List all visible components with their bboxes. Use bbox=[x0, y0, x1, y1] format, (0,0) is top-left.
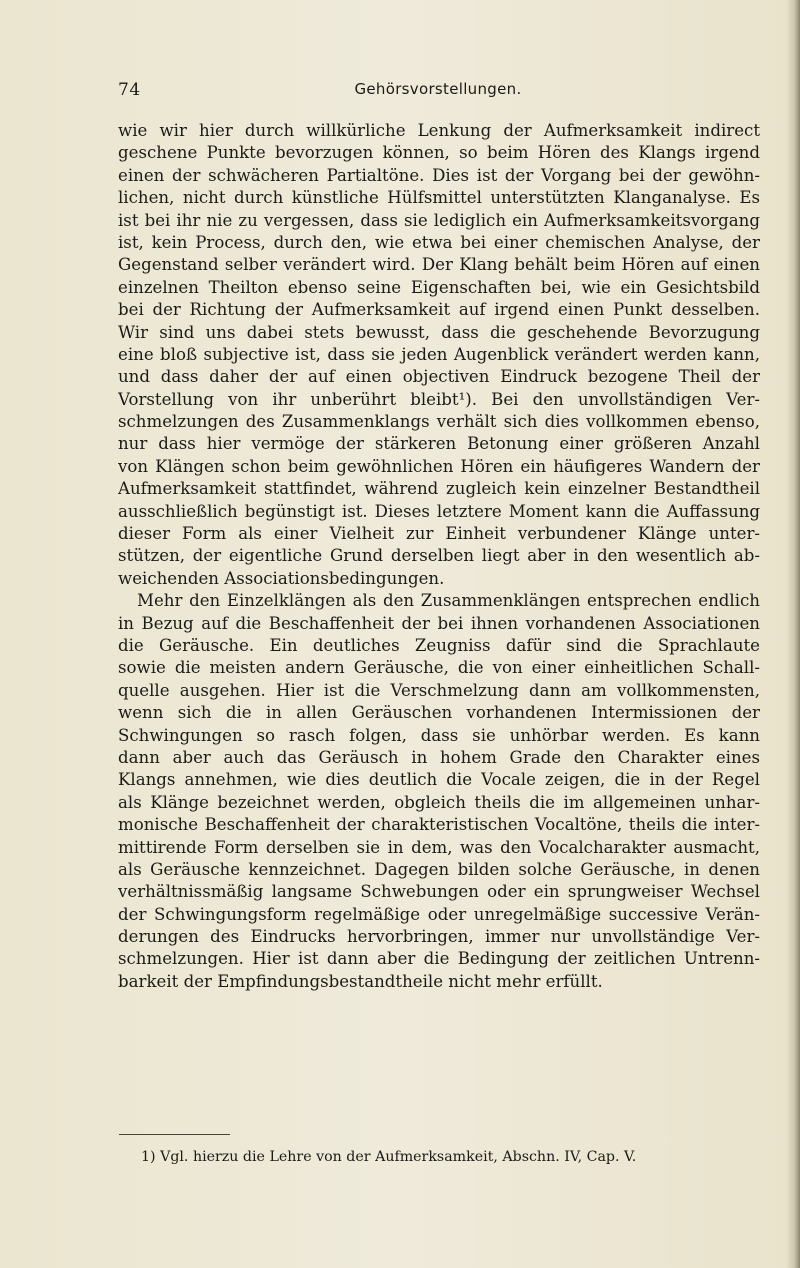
text-line: schmelzungen des Zusammenklangs verhält sich dies vollkommen ebenso, bbox=[118, 412, 760, 432]
text-line: dann aber auch das Geräusch in hohem Grade den Charakter eines bbox=[118, 747, 760, 767]
text-line: der Schwingungsform regelmäßige oder unregelmäßige successive Verän- bbox=[118, 904, 760, 924]
text-line: mittirende Form derselben sie in dem, was den Vocalcharakter ausmacht, bbox=[118, 837, 760, 857]
body-text bbox=[118, 120, 760, 993]
text-line: sowie die meisten andern Geräusche, die von einer einheitlichen Schall- bbox=[118, 658, 760, 678]
text-line: in Bezug auf die Beschaffenheit der bei ihnen vorhandenen Associationen bbox=[118, 613, 760, 633]
paragraph-end-line: weichenden Associationsbedingungen. bbox=[118, 568, 445, 588]
text-line: als Klänge bezeichnet werden, obgleich theils die im allgemeinen unhar- bbox=[118, 792, 760, 812]
text-line: Gegenstand selber verändert wird. Der Klang behält beim Hören auf einen bbox=[118, 255, 760, 275]
footnote-rule bbox=[119, 1134, 230, 1135]
paragraph-start-line: Mehr den Einzelklängen als den Zusammenklängen entsprechen endlich bbox=[137, 591, 760, 611]
text-line: verhältnissmäßig langsame Schwebungen oder ein sprungweiser Wechsel bbox=[118, 882, 760, 902]
page-edge-shadow bbox=[786, 0, 800, 1268]
text-line: eine bloß subjective ist, dass sie jeden Augenblick verändert werden kann, bbox=[118, 344, 760, 364]
text-line: Klangs annehmen, wie dies deutlich die Vocale zeigen, die in der Regel bbox=[118, 770, 760, 790]
text-line: nur dass hier vermöge der stärkeren Betonung einer größeren Anzahl bbox=[118, 434, 760, 454]
text-line: wie wir hier durch willkürliche Lenkung der Aufmerksamkeit indirect bbox=[118, 121, 760, 140]
text-line: von Klängen schon beim gewöhnlichen Hören ein häufigeres Wandern der bbox=[118, 456, 760, 476]
text-line: Schwingungen so rasch folgen, dass sie unhörbar werden. Es kann bbox=[118, 725, 760, 745]
text-line: schmelzungen. Hier ist dann aber die Bedingung der zeitlichen Untrenn- bbox=[118, 949, 760, 969]
paragraph-end-line: barkeit der Empfindungsbestandtheile nicht mehr erfüllt. bbox=[118, 971, 603, 991]
text-line: und dass daher der auf einen objectiven Eindruck bezogene Theil der bbox=[118, 367, 760, 387]
text-line: ist bei ihr nie zu vergessen, dass sie lediglich ein Aufmerksamkeitsvorgang bbox=[118, 210, 760, 230]
page-header bbox=[118, 80, 758, 104]
running-head: Gehörsvorstellungen. bbox=[354, 80, 522, 98]
text-line: wenn sich die in allen Geräuschen vorhandenen Intermissionen der bbox=[118, 703, 760, 723]
text-line: dieser Form als einer Vielheit zur Einheit verbundener Klänge unter- bbox=[118, 524, 760, 544]
text-line: bei der Richtung der Aufmerksamkeit auf irgend einen Punkt desselben. bbox=[118, 300, 760, 320]
text-line: lichen, nicht durch künstliche Hülfsmittel unterstützten Klanganalyse. Es bbox=[118, 188, 760, 208]
text-line: Aufmerksamkeit stattfindet, während zugleich kein einzelner Bestandtheil bbox=[118, 479, 760, 499]
text-line: einen der schwächeren Partialtöne. Dies ist der Vorgang bei der gewöhn- bbox=[118, 165, 760, 185]
text-line: einzelnen Theilton ebenso seine Eigenschaften bei, wie ein Gesichtsbild bbox=[118, 277, 760, 297]
text-line: Vorstellung von ihr unberührt bleibt¹). Bei den unvollständigen Ver- bbox=[118, 389, 760, 409]
text-line: ausschließlich begünstigt ist. Dieses letztere Moment kann die Auffassung bbox=[118, 501, 760, 521]
text-line: die Geräusche. Ein deutliches Zeugniss dafür sind die Sprachlaute bbox=[118, 635, 760, 655]
text-line: stützen, der eigentliche Grund derselben liegt aber in den wesentlich ab- bbox=[118, 546, 760, 566]
text-line: geschene Punkte bevorzugen können, so beim Hören des Klangs irgend bbox=[118, 143, 760, 163]
text-line: ist, kein Process, durch den, wie etwa bei einer chemischen Analyse, der bbox=[118, 232, 760, 252]
text-line: quelle ausgehen. Hier ist die Verschmelzung dann am vollkommensten, bbox=[118, 680, 760, 700]
footnote: 1) Vgl. hierzu die Lehre von der Aufmerksamkeit, Abschn. IV, Cap. V. bbox=[141, 1149, 637, 1165]
text-line: als Geräusche kennzeichnet. Dagegen bilden solche Geräusche, in denen bbox=[118, 859, 760, 879]
text-line: Wir sind uns dabei stets bewusst, dass die geschehende Bevorzugung bbox=[118, 322, 760, 342]
page-number: 74 bbox=[118, 80, 141, 100]
text-line: derungen des Eindrucks hervorbringen, immer nur unvollständige Ver- bbox=[118, 927, 760, 947]
text-line: monische Beschaffenheit der charakteristischen Vocaltöne, theils die inter- bbox=[118, 815, 760, 835]
